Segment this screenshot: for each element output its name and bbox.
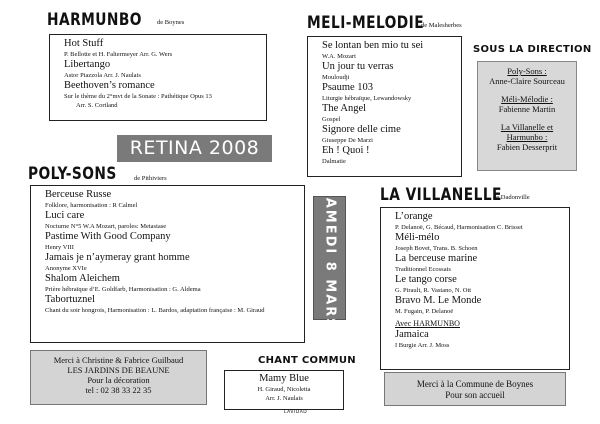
villanelle-title: LA VILLANELLE [380,185,502,205]
song-credit: Sur le thème du 2°mvt de la Sonate : Pathétique Opus 13 [64,93,212,100]
avec-harmunbo-label: Avec HARMUNBO [395,319,460,328]
thanks-line: Pour la décoration [87,375,150,385]
song-title: The Angel [322,103,367,114]
song-title: Pastime With Good Company [45,231,171,242]
song-title: Jamaica [395,329,429,340]
event-banner: RETINA 2008 [117,135,272,162]
song-credit: Folklore, harmonisation : R Calmel [45,202,138,209]
song-credit: W.A. Mozart [322,53,356,60]
meli-heading [307,13,462,33]
song-credit: Henry VIII [45,244,74,251]
direction-name: Fabienne Martin [498,104,556,114]
thanks-phone: tel : 02 38 33 22 35 [85,385,152,395]
song-title: Beethoven’s romance [64,80,155,91]
date-text: SAMEDI 8 MARS [322,186,337,330]
villanelle-program-box [380,207,570,370]
song-title: Shalom Aleichem [45,273,120,284]
chant-commun-box [224,370,344,410]
song-credit: Astor Piazzola Arr. J. Naulais [64,72,141,79]
direction-role: Méli-Mélodie : [501,94,553,104]
song-title: Hot Stuff [64,38,104,49]
song-credit: G. Pirault, R. Vastano, N. Ott [395,287,472,294]
song-credit: P. Delanoë, G. Bécaud, Harmonisation C. Brisset [395,224,523,231]
polysons-title: POLY-SONS [28,164,117,184]
direction-role: Poly-Sons : [507,66,547,76]
song-title: Le tango corse [395,274,457,285]
direction-name: Fabien Desserprit [496,142,558,152]
song-title: Bravo M. Le Monde [395,295,482,306]
song-title: Signore delle cime [322,124,401,135]
song-title: Méli-mélo [395,232,440,243]
harmunbo-place: de Boynes [157,19,185,26]
song-credit: Gospel [322,116,341,123]
song-title: L’orange [395,211,433,222]
song-title: La berceuse marine [395,253,478,264]
song-credit: Anonyme XVIe [45,265,87,272]
song-credit: Traditionnel Ecossais [395,266,451,273]
song-title: Psaume 103 [322,82,374,93]
song-title: Mamy Blue [259,373,309,384]
harmunbo-program-box [49,34,267,121]
thanks-line: LES JARDINS DE BEAUNE [67,365,170,375]
direction-box [477,61,577,171]
polysons-place: de Pithiviers [134,175,167,182]
polysons-heading [28,164,167,184]
song-title: Berceuse Russe [45,189,112,200]
direction-name: Anne-Claire Sourceau [489,76,565,86]
song-credit: Chant du soir hongrois, Harmonisation : L. Bardos, adaptation française : M. Giraud [45,307,265,314]
song-credit: M. Fugain, P. Delanoë [395,308,454,315]
meli-place: de Malesherbes [421,22,462,29]
song-credit: Liturgie hébraïque, Lewandowsky [322,95,412,102]
villanelle-heading [380,185,530,205]
direction-role: Harmunbo : [506,132,548,142]
song-credit: Giuseppe De Marzi [322,137,373,144]
thanks-decoration-box [30,350,207,405]
song-title: Luci care [45,210,85,221]
song-credit: I Burgie Arr. J. Moss [395,342,450,349]
song-title: Tabortuznel [45,294,95,305]
song-credit: Mouloudji [322,74,350,81]
villanelle-place: de Dadonville [493,194,530,201]
song-title: Libertango [64,59,111,70]
song-credit-arranger: Arr. S. Cortland [76,102,118,109]
harmunbo-title: HARMUNBO [47,10,142,30]
song-credit: Nocturne N°5 W.A Mozart, paroles: Metastase [45,223,167,230]
thanks-line: Merci à la Commune de Boynes [416,379,534,389]
song-title: Jamais je n’aymeray grant homme [45,252,190,263]
song-credit: H. Giraud, Nicoletta [257,386,311,393]
harmunbo-heading [47,10,185,30]
song-credit: Joseph Bovet, Trans. B. Schoen [395,245,478,252]
song-credit: P. Bellotte et H. Faltermeyer Arr. G. Wers [64,51,173,58]
thanks-line: Pour son accueil [445,390,505,400]
date-label [313,186,346,330]
song-credit: Dalmatie [322,158,346,165]
thanks-line: Merci à Christine & Fabrice Guilbaud [53,355,184,365]
signature-mark: LAVIDAD [284,410,308,415]
song-title: Se lontan ben mio tu sei [322,40,424,51]
direction-role: La Villanelle et [500,122,554,132]
meli-program-box [307,36,462,177]
thanks-commune-box [384,372,566,406]
polysons-program-box [30,185,305,343]
song-title: Un jour tu verras [322,61,394,72]
song-credit: Arr. J. Naulais [265,395,303,402]
direction-title: SOUS LA DIRECTION [473,44,592,55]
meli-title: MELI-MELODIE [307,13,425,33]
chant-commun-title: CHANT COMMUN [258,355,356,366]
song-title: Eh ! Quoi ! [322,145,370,156]
song-credit: Prière hébraïque d’E. Goldfarb, Harmonisation : G. Aldema [45,286,201,293]
